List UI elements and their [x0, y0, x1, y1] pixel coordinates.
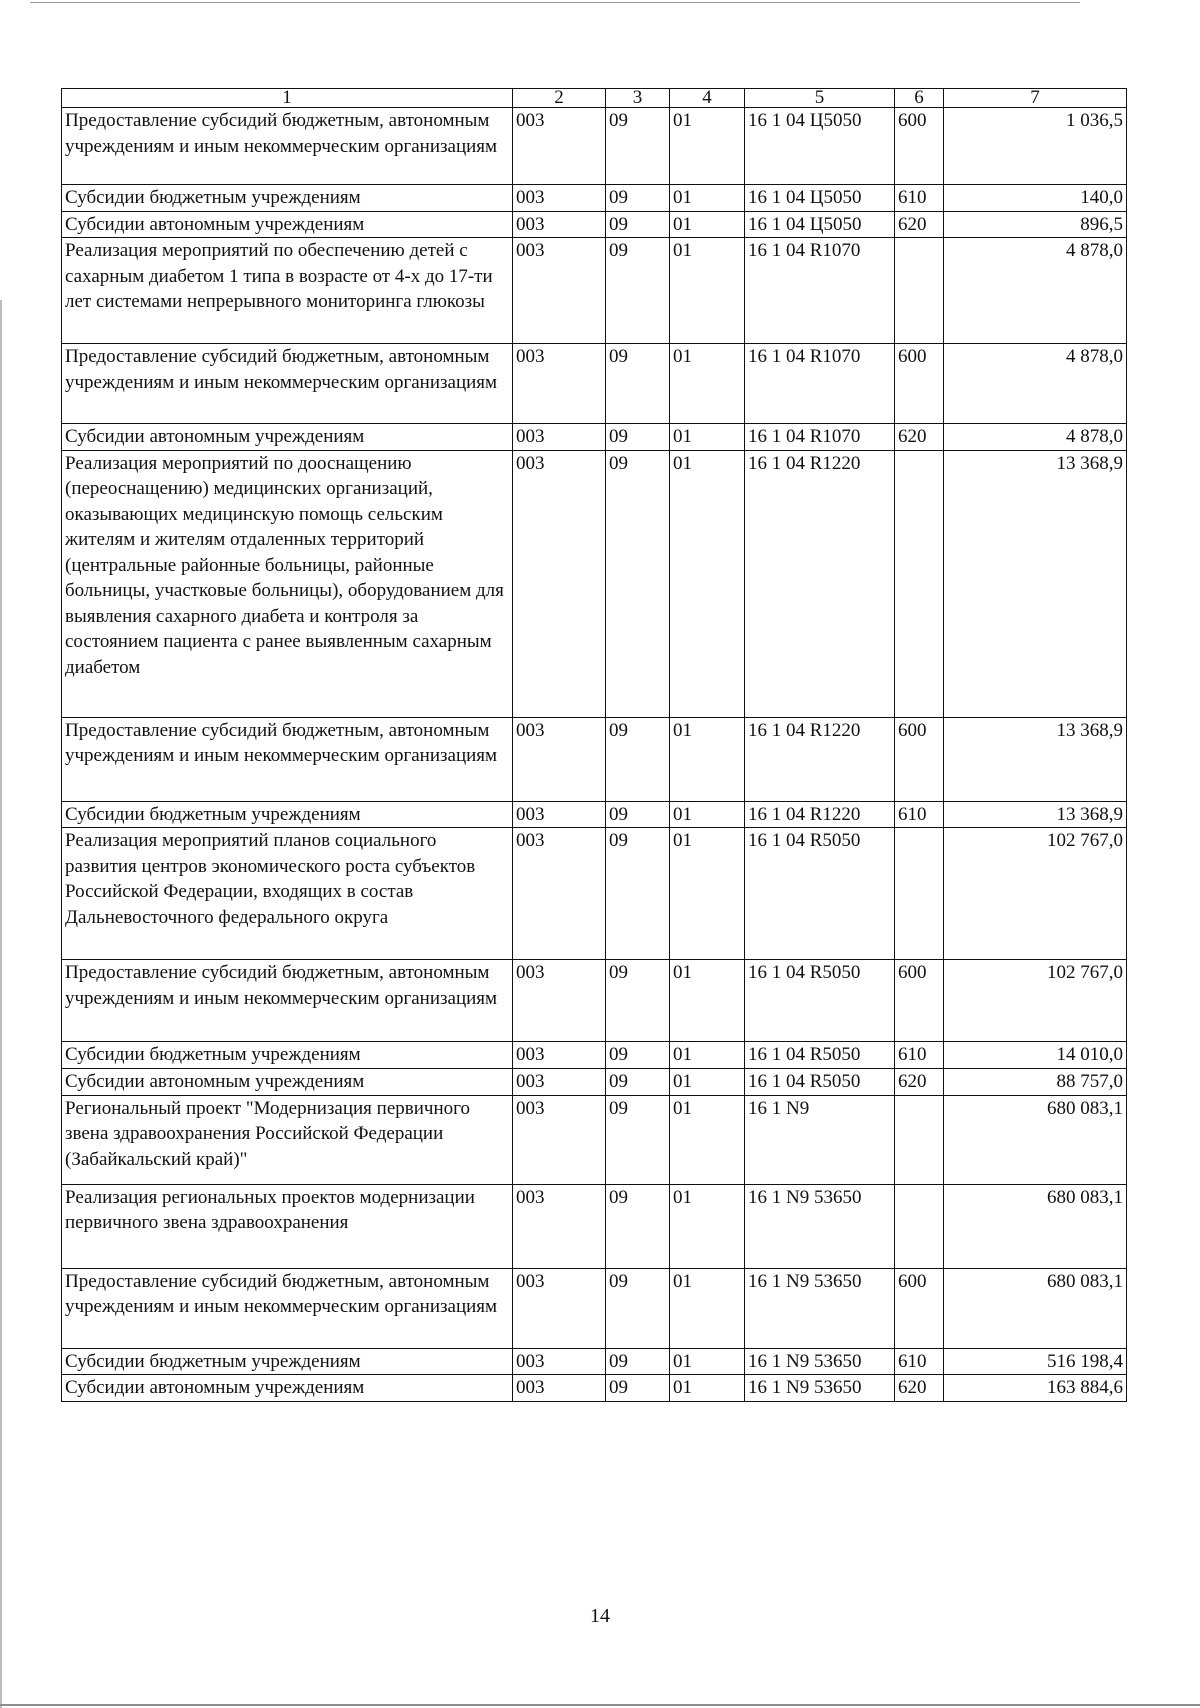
row-col4: 01: [670, 108, 745, 185]
row-col3: 09: [606, 1069, 670, 1096]
table-row: [62, 1184, 1127, 1268]
row-col6: 610: [895, 185, 944, 212]
row-col3: 09: [606, 424, 670, 451]
row-amount: 516 198,4: [944, 1348, 1127, 1375]
row-col6: [895, 450, 944, 717]
row-col4: 01: [670, 344, 745, 424]
row-col3: 09: [606, 1184, 670, 1268]
row-col2: 003: [513, 424, 606, 451]
row-col6: 620: [895, 1069, 944, 1096]
row-col5: 16 1 04 R5050: [745, 1069, 895, 1096]
row-col3: 09: [606, 717, 670, 801]
row-amount: 14 010,0: [944, 1042, 1127, 1069]
row-col3: 09: [606, 1375, 670, 1402]
row-col6: [895, 1095, 944, 1184]
row-col2: 003: [513, 344, 606, 424]
row-name: Региональный проект "Модернизация первичного звена здравоохранения Российской Федерации (Забайкальский край)": [62, 1095, 513, 1184]
row-col2: 003: [513, 108, 606, 185]
row-col2: 003: [513, 1348, 606, 1375]
row-name: Предоставление субсидий бюджетным, автономным учреждениям и иным некоммерческим организациям: [62, 1268, 513, 1348]
row-col3: 09: [606, 1348, 670, 1375]
row-col2: 003: [513, 1268, 606, 1348]
row-name: Реализация мероприятий по обеспечению детей с сахарным диабетом 1 типа в возрасте от 4-х до 17-ти лет системами непрерывного мониторинга глюкозы: [62, 238, 513, 344]
row-name: Предоставление субсидий бюджетным, автономным учреждениям и иным некоммерческим организациям: [62, 344, 513, 424]
row-col5: 16 1 N9: [745, 1095, 895, 1184]
row-col4: 01: [670, 1375, 745, 1402]
table-row: [62, 450, 1127, 717]
row-name: Реализация региональных проектов модернизации первичного звена здравоохранения: [62, 1184, 513, 1268]
row-col6: 620: [895, 424, 944, 451]
table-row: [62, 1042, 1127, 1069]
row-amount: 140,0: [944, 185, 1127, 212]
row-col5: 16 1 04 R1070: [745, 344, 895, 424]
row-name: Субсидии автономным учреждениям: [62, 424, 513, 451]
row-amount: 4 878,0: [944, 424, 1127, 451]
table-row: [62, 960, 1127, 1042]
row-col2: 003: [513, 717, 606, 801]
row-col4: 01: [670, 211, 745, 238]
row-amount: 163 884,6: [944, 1375, 1127, 1402]
row-col6: 610: [895, 1348, 944, 1375]
row-col3: 09: [606, 960, 670, 1042]
row-col4: 01: [670, 960, 745, 1042]
row-col4: 01: [670, 450, 745, 717]
row-col6: 600: [895, 344, 944, 424]
row-col5: 16 1 N9 53650: [745, 1348, 895, 1375]
row-col2: 003: [513, 828, 606, 960]
row-col6: [895, 828, 944, 960]
row-name: Субсидии бюджетным учреждениям: [62, 1348, 513, 1375]
table-row: [62, 801, 1127, 828]
table-row: [62, 1268, 1127, 1348]
row-amount: 13 368,9: [944, 801, 1127, 828]
table-row: [62, 717, 1127, 801]
row-name: Реализация мероприятий планов социального развития центров экономического роста субъектов Российской Федерации, входящих в состав Дальневосточного федерального округа: [62, 828, 513, 960]
row-col4: 01: [670, 1069, 745, 1096]
row-amount: 13 368,9: [944, 717, 1127, 801]
row-col5: 16 1 04 R5050: [745, 828, 895, 960]
row-col6: 620: [895, 1375, 944, 1402]
row-amount: 88 757,0: [944, 1069, 1127, 1096]
row-name: Субсидии автономным учреждениям: [62, 1375, 513, 1402]
row-col6: 600: [895, 108, 944, 185]
table-row: [62, 344, 1127, 424]
row-col6: 600: [895, 1268, 944, 1348]
row-col5: 16 1 04 R5050: [745, 1042, 895, 1069]
row-col3: 09: [606, 828, 670, 960]
row-amount: 896,5: [944, 211, 1127, 238]
row-col6: 610: [895, 801, 944, 828]
row-name: Субсидии автономным учреждениям: [62, 1069, 513, 1096]
row-amount: 680 083,1: [944, 1184, 1127, 1268]
row-col3: 09: [606, 1095, 670, 1184]
row-col3: 09: [606, 450, 670, 717]
row-col4: 01: [670, 717, 745, 801]
row-col3: 09: [606, 185, 670, 212]
row-col4: 01: [670, 801, 745, 828]
column-header: 6: [895, 89, 944, 108]
row-col6: 600: [895, 960, 944, 1042]
row-col3: 09: [606, 238, 670, 344]
row-amount: 102 767,0: [944, 960, 1127, 1042]
row-col2: 003: [513, 1095, 606, 1184]
row-col6: 600: [895, 717, 944, 801]
column-header: 7: [944, 89, 1127, 108]
column-header: 5: [745, 89, 895, 108]
row-name: Предоставление субсидий бюджетным, автономным учреждениям и иным некоммерческим организациям: [62, 108, 513, 185]
row-col5: 16 1 04 R1220: [745, 717, 895, 801]
row-amount: 4 878,0: [944, 238, 1127, 344]
scan-edge-bottom: [0, 1704, 1200, 1706]
page-number: 14: [590, 1605, 610, 1627]
row-col2: 003: [513, 1184, 606, 1268]
row-col4: 01: [670, 1184, 745, 1268]
row-col4: 01: [670, 828, 745, 960]
row-col4: 01: [670, 1348, 745, 1375]
row-col5: 16 1 N9 53650: [745, 1268, 895, 1348]
column-header: 2: [513, 89, 606, 108]
row-col3: 09: [606, 1042, 670, 1069]
table-row: [62, 1375, 1127, 1402]
row-col3: 09: [606, 211, 670, 238]
row-col2: 003: [513, 1042, 606, 1069]
row-col6: [895, 1184, 944, 1268]
row-col5: 16 1 04 R5050: [745, 960, 895, 1042]
row-amount: 1 036,5: [944, 108, 1127, 185]
column-header: 4: [670, 89, 745, 108]
row-name: Субсидии бюджетным учреждениям: [62, 801, 513, 828]
table-row: [62, 211, 1127, 238]
row-col6: 610: [895, 1042, 944, 1069]
row-col4: 01: [670, 1268, 745, 1348]
row-name: Предоставление субсидий бюджетным, автономным учреждениям и иным некоммерческим организациям: [62, 960, 513, 1042]
row-col5: 16 1 04 Ц5050: [745, 211, 895, 238]
row-col3: 09: [606, 1268, 670, 1348]
row-col3: 09: [606, 801, 670, 828]
row-col2: 003: [513, 1375, 606, 1402]
table-row: [62, 238, 1127, 344]
row-col5: 16 1 N9 53650: [745, 1375, 895, 1402]
row-col2: 003: [513, 238, 606, 344]
table-body: [62, 108, 1127, 1402]
budget-table: [61, 88, 1127, 1402]
row-name: Субсидии бюджетным учреждениям: [62, 185, 513, 212]
row-col4: 01: [670, 1042, 745, 1069]
row-col5: 16 1 04 Ц5050: [745, 185, 895, 212]
row-col3: 09: [606, 108, 670, 185]
row-col2: 003: [513, 211, 606, 238]
row-col4: 01: [670, 185, 745, 212]
row-col2: 003: [513, 450, 606, 717]
table-header: [62, 89, 1127, 108]
row-col5: 16 1 N9 53650: [745, 1184, 895, 1268]
column-header: 1: [62, 89, 513, 108]
table-row: [62, 1095, 1127, 1184]
row-name: Предоставление субсидий бюджетным, автономным учреждениям и иным некоммерческим организациям: [62, 717, 513, 801]
row-col4: 01: [670, 424, 745, 451]
row-col4: 01: [670, 1095, 745, 1184]
row-col5: 16 1 04 Ц5050: [745, 108, 895, 185]
column-header: 3: [606, 89, 670, 108]
row-amount: 4 878,0: [944, 344, 1127, 424]
scan-edge-left: [0, 300, 2, 1708]
table-row: [62, 185, 1127, 212]
row-amount: 680 083,1: [944, 1095, 1127, 1184]
row-col5: 16 1 04 R1220: [745, 450, 895, 717]
row-col6: [895, 238, 944, 344]
row-col2: 003: [513, 185, 606, 212]
row-amount: 102 767,0: [944, 828, 1127, 960]
row-col2: 003: [513, 960, 606, 1042]
row-col2: 003: [513, 1069, 606, 1096]
row-col4: 01: [670, 238, 745, 344]
table-row: [62, 1348, 1127, 1375]
table-row: [62, 828, 1127, 960]
table-row: [62, 108, 1127, 185]
row-col5: 16 1 04 R1220: [745, 801, 895, 828]
scan-edge-top: [30, 2, 1080, 3]
row-amount: 13 368,9: [944, 450, 1127, 717]
row-name: Субсидии бюджетным учреждениям: [62, 1042, 513, 1069]
table-row: [62, 424, 1127, 451]
row-col5: 16 1 04 R1070: [745, 424, 895, 451]
row-amount: 680 083,1: [944, 1268, 1127, 1348]
row-col5: 16 1 04 R1070: [745, 238, 895, 344]
row-col3: 09: [606, 344, 670, 424]
table-row: [62, 1069, 1127, 1096]
row-col2: 003: [513, 801, 606, 828]
row-name: Реализация мероприятий по дооснащению (переоснащению) медицинских организаций, оказывающих медицинскую помощь сельским жителям и жителям отдаленных территорий (центральные районные больницы, районные больницы, участковые больницы), оборудованием для выявления сахарного диабета и контроля за состоянием пациента с ранее выявленным сахарным диабетом: [62, 450, 513, 717]
row-name: Субсидии автономным учреждениям: [62, 211, 513, 238]
row-col6: 620: [895, 211, 944, 238]
